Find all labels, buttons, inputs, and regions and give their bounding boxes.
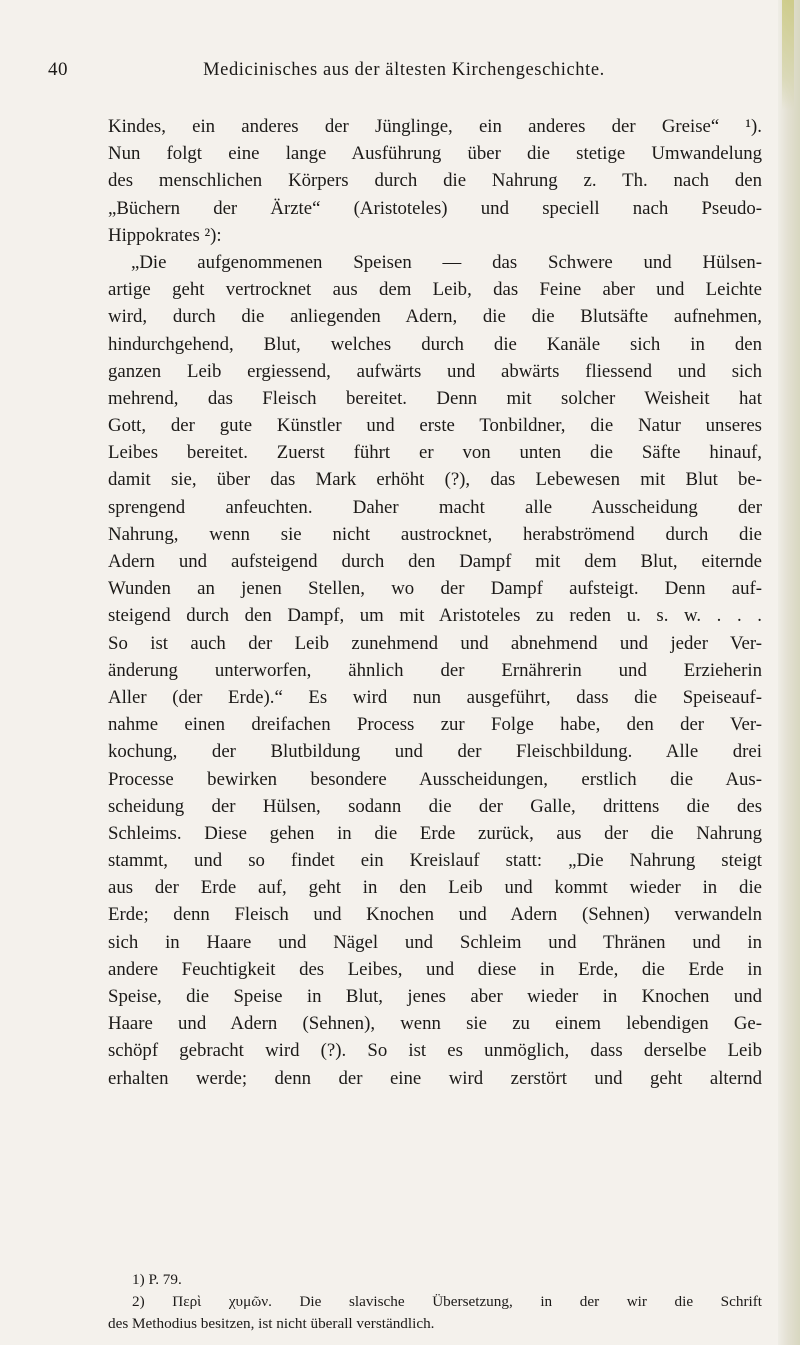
text-line: Aller (der Erde).“ Es wird nun ausgeführt, dass die Speiseauf- (108, 686, 762, 708)
body-text (108, 113, 762, 1092)
text-line: Leibes bereitet. Zuerst führt er von unten die Säfte hinauf, (108, 442, 762, 464)
footnote-2: 2) Περὶ χυμῶν. Die slavische Übersetzung, in der wir die Schrift (132, 1293, 762, 1310)
page-edge-mark (782, 0, 794, 110)
text-line: Processe bewirken besondere Ausscheidungen, erstlich die Aus- (108, 768, 762, 790)
text-line: des menschlichen Körpers durch die Nahrung z. Th. nach den (108, 170, 762, 192)
text-line: scheidung der Hülsen, sodann die der Galle, drittens die des (108, 795, 762, 817)
text-line: Schleims. Diese gehen in die Erde zurück, aus der die Nahrung (108, 822, 762, 844)
running-head (48, 55, 760, 85)
text-line: artige geht vertrocknet aus dem Leib, das Feine aber und Leichte (108, 279, 762, 301)
text-line: Wunden an jenen Stellen, wo der Dampf aufsteigt. Denn auf- (108, 578, 762, 600)
text-line: andere Feuchtigkeit des Leibes, und diese in Erde, die Erde in (108, 958, 762, 980)
page-number: 40 (48, 59, 68, 80)
text-line: Gott, der gute Künstler und erste Tonbildner, die Natur unseres (108, 415, 762, 437)
text-line: Hippokrates ²): (108, 224, 222, 246)
text-line: „Büchern der Ärzte“ (Aristoteles) und speciell nach Pseudo- (108, 197, 762, 219)
text-line: Speise, die Speise in Blut, jenes aber wieder in Knochen und (108, 986, 762, 1007)
footnote-1: 1) P. 79. (132, 1271, 182, 1288)
text-line: schöpf gebracht wird (?). So ist es unmöglich, dass derselbe Leib (108, 1040, 762, 1062)
text-line: Nun folgt eine lange Ausführung über die stetige Umwandelung (108, 143, 762, 165)
footnote-2-continuation: des Methodius besitzen, ist nicht überall verständlich. (108, 1315, 435, 1332)
text-line: Haare und Adern (Sehnen), wenn sie zu einem lebendigen Ge- (108, 1013, 762, 1035)
text-line: stammt, und so findet ein Kreislauf statt: „Die Nahrung steigt (108, 850, 762, 872)
text-line: hindurchgehend, Blut, welches durch die Kanäle sich in den (108, 333, 762, 355)
text-line: mehrend, das Fleisch bereitet. Denn mit solcher Weisheit hat (108, 387, 762, 409)
text-line: aus der Erde auf, geht in den Leib und kommt wieder in die (108, 877, 762, 899)
text-line: So ist auch der Leib zunehmend und abnehmend und jeder Ver- (108, 632, 762, 654)
text-line: „Die aufgenommenen Speisen — das Schwere und Hülsen- (131, 251, 762, 273)
footnotes (108, 1269, 762, 1335)
text-line: Adern und aufsteigend durch den Dampf mit dem Blut, eiternde (108, 551, 762, 572)
text-line: damit sie, über das Mark erhöht (?), das Lebewesen mit Blut be- (108, 469, 762, 491)
text-line: erhalten werde; denn der eine wird zerstört und geht alternd (108, 1067, 762, 1089)
text-line: Nahrung, wenn sie nicht austrocknet, herabströmend durch die (108, 523, 762, 545)
text-line: sich in Haare und Nägel und Schleim und Thränen und in (108, 931, 762, 953)
text-line: Erde; denn Fleisch und Knochen und Adern (Sehnen) verwandeln (108, 904, 762, 926)
text-line: ganzen Leib ergiessend, aufwärts und abwärts fliessend und sich (108, 360, 762, 382)
text-line: wird, durch die anliegenden Adern, die die Blutsäfte aufnehmen, (108, 306, 762, 328)
page-edge-strip (778, 0, 800, 1345)
text-line: kochung, der Blutbildung und der Fleischbildung. Alle drei (108, 741, 762, 763)
text-line: änderung unterworfen, ähnlich der Ernährerin und Erzieherin (108, 659, 762, 681)
text-line: sprengend anfeuchten. Daher macht alle Ausscheidung der (108, 496, 762, 518)
text-line: Kindes, ein anderes der Jünglinge, ein anderes der Greise“ ¹). (108, 116, 762, 137)
text-line: nahme einen dreifachen Process zur Folge habe, den der Ver- (108, 714, 762, 736)
running-head-title: Medicinisches aus der ältesten Kirchengeschichte. (203, 60, 605, 80)
text-line: steigend durch den Dampf, um mit Aristoteles zu reden u. s. w. . . . (108, 605, 762, 627)
